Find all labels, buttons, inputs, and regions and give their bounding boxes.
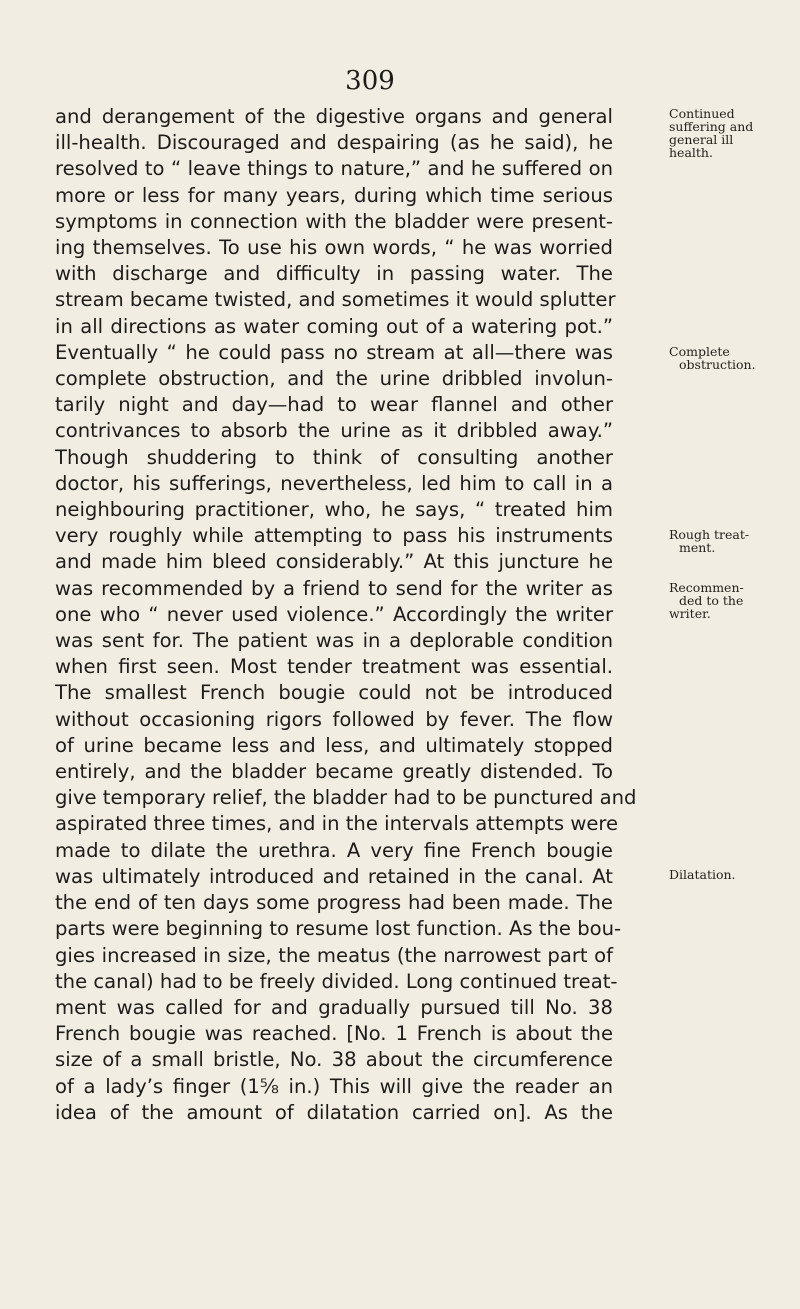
margin-note-line: suffering and (669, 119, 754, 134)
text-line: of urine became less and less, and ultimately stopped (55, 733, 613, 757)
text-line: was ultimately introduced and retained in the canal. At (55, 864, 613, 888)
text-line: the end of ten days some progress had been made. The (55, 891, 613, 915)
text-line: complete obstruction, and the urine dribbled involun- (55, 367, 613, 391)
page-number: 309 (345, 66, 395, 96)
text-line: one who “ never used violence.” Accordingly the writer (55, 602, 613, 626)
text-line: size of a small bristle, No. 38 about the circumference (55, 1048, 613, 1072)
text-line: aspirated three times, and in the intervals attempts were (55, 812, 619, 836)
text-line: stream became twisted, and sometimes it would splutter (55, 288, 616, 312)
text-line: doctor, his sufferings, nevertheless, led him to call in a (55, 471, 613, 495)
text-line: of a lady’s finger (1⅝ in.) This will give the reader an (55, 1074, 613, 1098)
text-line: when first seen. Most tender treatment was essential. (55, 655, 613, 679)
text-line: more or less for many years, during which time serious (55, 183, 613, 207)
margin-note-complete-obstruction (669, 345, 756, 371)
margin-note-line: Complete (669, 344, 730, 359)
text-line: made to dilate the urethra. A very fine French bougie (55, 838, 613, 862)
body-text (55, 104, 637, 1126)
text-line: with discharge and difficulty in passing water. The (55, 262, 613, 286)
text-line: parts were beginning to resume lost function. As the bou- (55, 917, 622, 941)
text-line: was sent for. The patient was in a deplorable condition (55, 629, 613, 653)
margin-note-line: ded to the (679, 593, 744, 608)
margin-note-line: Continued (669, 106, 735, 121)
text-line: give temporary relief, the bladder had to be punctured and (55, 786, 637, 810)
margin-note-line: health. (669, 145, 713, 160)
text-line: symptoms in connection with the bladder were present- (55, 209, 613, 233)
margin-note-line: Recommen- (669, 580, 744, 595)
text-line: in all directions as water coming out of a watering pot.” (55, 314, 613, 338)
text-line: ing themselves. To use his own words, “ he was worried (55, 236, 613, 260)
margin-note-rough-treatment (669, 528, 749, 554)
margin-note-recommended (669, 581, 744, 620)
text-line: and made him bleed considerably.” At this juncture he (55, 550, 613, 574)
text-line: ill-health. Discouraged and despairing (as he said), he (55, 131, 613, 155)
margin-note-line: general ill (669, 132, 734, 147)
text-line: Eventually “ he could pass no stream at all—there was (55, 340, 613, 364)
text-line: and derangement of the digestive organs and general (55, 105, 613, 128)
text-line: tarily night and day—had to wear flannel and other (55, 393, 613, 417)
text-line: without occasioning rigors followed by fever. The flow (55, 707, 613, 731)
text-line: The smallest French bougie could not be introduced (55, 681, 613, 705)
text-line: Though shuddering to think of consulting another (55, 445, 613, 469)
text-line: entirely, and the bladder became greatly distended. To (55, 760, 613, 784)
text-line: resolved to “ leave things to nature,” and he suffered on (55, 157, 613, 181)
text-line: French bougie was reached. [No. 1 French is about the (55, 1022, 613, 1046)
margin-note-line: ment. (679, 540, 716, 555)
text-line: idea of the amount of dilatation carried on]. As the (55, 1100, 613, 1124)
text-line: neighbouring practitioner, who, he says, “ treated him (55, 498, 613, 522)
text-line: ment was called for and gradually pursued till No. 38 (55, 995, 613, 1019)
text-line: contrivances to absorb the urine as it dribbled away.” (55, 419, 613, 443)
margin-note-line: Rough treat- (669, 527, 750, 542)
text-line: was recommended by a friend to send for the writer as (55, 576, 613, 600)
margin-note-line: obstruction. (679, 357, 756, 372)
margin-note-line: Dilatation. (669, 867, 736, 882)
margin-note-line: writer. (669, 606, 711, 621)
text-line: gies increased in size, the meatus (the narrowest part of (55, 943, 613, 967)
margin-note-continued-suffering (669, 107, 753, 159)
margin-note-dilatation (669, 868, 736, 881)
text-line: very roughly while attempting to pass his instruments (55, 524, 613, 548)
text-line: the canal) had to be freely divided. Long continued treat- (55, 969, 618, 993)
